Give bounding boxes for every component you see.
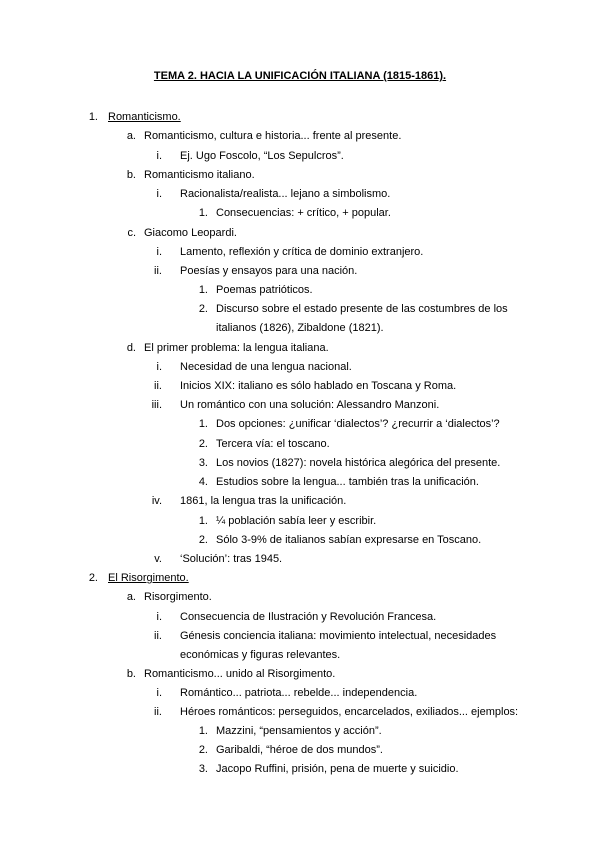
outline-item: Garibaldi, “héroe de dos mundos”. — [216, 744, 383, 756]
outline-marker: iii. — [151, 399, 162, 411]
outline-item: Giacomo Leopardi. — [144, 227, 237, 239]
outline-item: Romanticismo italiano. — [144, 169, 255, 181]
outline-item: Racionalista/realista... lejano a simbolismo. — [180, 188, 391, 200]
outline-marker: 2. — [198, 438, 208, 450]
outline-item: Poemas patrióticos. — [216, 284, 313, 296]
outline-marker: 4. — [198, 476, 208, 488]
outline-item: Ej. Ugo Foscolo, “Los Sepulcros”. — [180, 150, 344, 162]
outline-item: Mazzini, “pensamientos y acción”. — [216, 725, 382, 737]
outline-marker: 1. — [198, 418, 208, 430]
section-marker: 1. — [88, 111, 98, 123]
outline-marker: 2. — [198, 744, 208, 756]
outline-marker: c. — [127, 227, 136, 239]
outline-item: Un romántico con una solución: Alessandro Manzoni. — [180, 399, 440, 411]
outline-marker: ii. — [154, 630, 162, 642]
outline-item: Romanticismo, cultura e historia... frente al presente. — [144, 130, 402, 142]
outline-marker: b. — [126, 169, 136, 181]
outline-marker: 2. — [198, 534, 208, 546]
outline-marker: ii. — [154, 706, 162, 718]
outline-item: Sólo 3-9% de italianos sabían expresarse en Toscano. — [216, 534, 482, 546]
section-marker: 2. — [88, 572, 98, 584]
outline-item: ‘Solución’: tras 1945. — [180, 553, 283, 565]
outline-item: Tercera vía: el toscano. — [216, 438, 330, 450]
section-heading: El Risorgimento. — [108, 572, 189, 584]
outline-item-continuation: italianos (1826), Zibaldone (1821). — [216, 322, 384, 334]
outline-item: Héroes románticos: perseguidos, encarcelados, exiliados... ejemplos: — [180, 706, 519, 718]
outline-item: 1861, la lengua tras la unificación. — [180, 495, 347, 507]
outline-marker: a. — [126, 130, 136, 142]
outline-item: Estudios sobre la lengua... también tras la unificación. — [216, 476, 479, 488]
outline-marker: 3. — [198, 763, 208, 775]
outline-item: ¼ población sabía leer y escribir. — [216, 515, 377, 527]
outline-marker: i. — [156, 361, 162, 373]
outline-item: Inicios XIX: italiano es sólo hablado en Toscana y Roma. — [180, 380, 457, 392]
outline-marker: a. — [126, 591, 136, 603]
outline-item-continuation: económicas y figuras relevantes. — [180, 649, 341, 661]
outline-item: Lamento, reflexión y crítica de dominio extranjero. — [180, 246, 424, 258]
outline-marker: 1. — [198, 725, 208, 737]
section-heading: Romanticismo. — [108, 111, 181, 123]
outline-item: Dos opciones: ¿unificar ‘dialectos’? ¿recurrir a ‘dialectos’? — [216, 418, 500, 430]
outline-item: Risorgimento. — [144, 591, 212, 603]
outline-marker: i. — [156, 611, 162, 623]
outline-marker: b. — [126, 668, 136, 680]
outline-item: Romántico... patriota... rebelde... independencia. — [180, 687, 418, 699]
outline-marker: 1. — [198, 284, 208, 296]
outline-marker: i. — [156, 150, 162, 162]
outline-item: Poesías y ensayos para una nación. — [180, 265, 358, 277]
outline-marker: iv. — [151, 495, 162, 507]
outline-item: Consecuencia de Ilustración y Revolución Francesa. — [180, 611, 437, 623]
outline-marker: 1. — [198, 515, 208, 527]
outline-item: Discurso sobre el estado presente de las costumbres de los — [216, 303, 508, 315]
page-title: TEMA 2. HACIA LA UNIFICACIÓN ITALIANA (1815-1861). — [153, 70, 447, 82]
outline-marker: d. — [126, 342, 136, 354]
outline-marker: v. — [154, 553, 162, 565]
outline-marker: ii. — [154, 380, 162, 392]
outline-item: Génesis conciencia italiana: movimiento intelectual, necesidades — [180, 630, 497, 642]
outline-item: Los novios (1827): novela histórica alegórica del presente. — [216, 457, 501, 469]
outline-item: El primer problema: la lengua italiana. — [144, 342, 329, 354]
outline-item: Romanticismo... unido al Risorgimento. — [144, 668, 336, 680]
outline-marker: ii. — [154, 265, 162, 277]
outline-marker: i. — [156, 687, 162, 699]
outline-item: Necesidad de una lengua nacional. — [180, 361, 352, 373]
outline-item: Consecuencias: + crítico, + popular. — [216, 207, 391, 219]
outline-marker: 2. — [198, 303, 208, 315]
outline-marker: 3. — [198, 457, 208, 469]
outline-marker: i. — [156, 188, 162, 200]
outline-item: Jacopo Ruffini, prisión, pena de muerte y suicidio. — [216, 763, 459, 775]
outline-marker: 1. — [198, 207, 208, 219]
outline-marker: i. — [156, 246, 162, 258]
